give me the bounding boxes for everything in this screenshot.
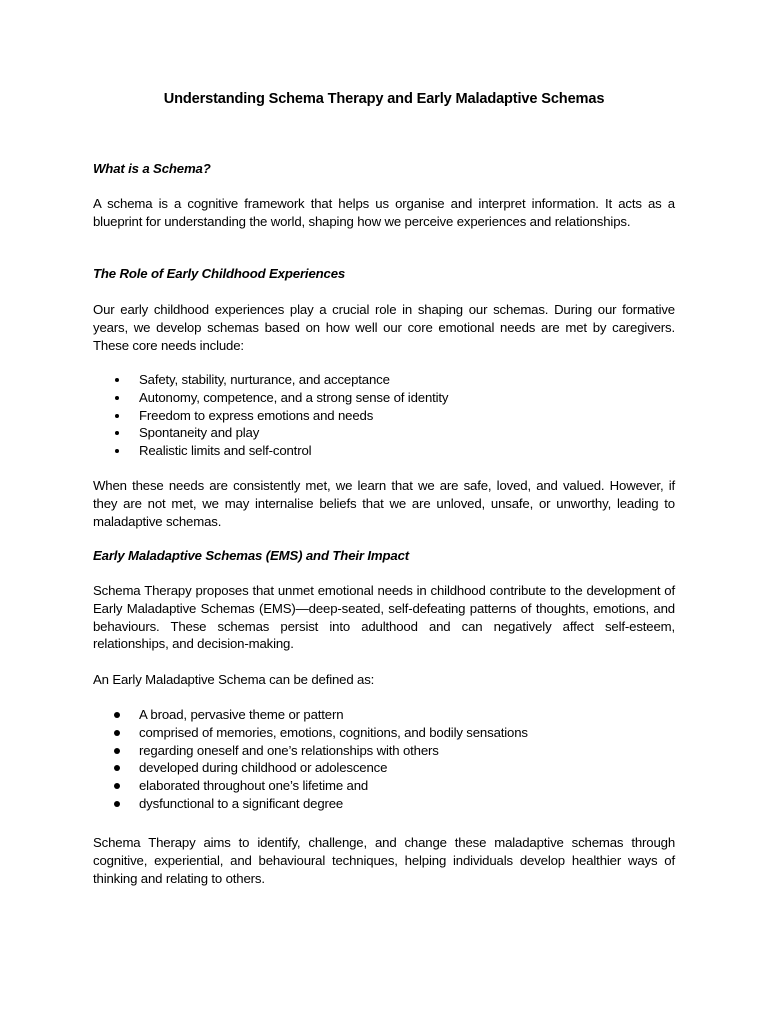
bullet-icon [114, 765, 120, 771]
heading-role-of-childhood: The Role of Early Childhood Experiences [93, 266, 346, 281]
list-item: developed during childhood or adolescence [93, 759, 675, 777]
bullet-icon [115, 396, 119, 400]
paragraph-needs-met: When these needs are consistently met, we learn that we are safe, loved, and valued. However, if they are not met, we may internalise beliefs that we are unloved, unsafe, or unworthy, leading to maladaptive schemas. [93, 478, 675, 529]
bullet-icon [114, 801, 120, 807]
list-item: comprised of memories, emotions, cognitions, and bodily sensations [93, 724, 675, 742]
ems-definition-list [93, 706, 675, 813]
paragraph-childhood-experiences: Our early childhood experiences play a crucial role in shaping our schemas. During our formative years, we develop schemas based on how well our core emotional needs are met by caregivers. These core needs include: [93, 302, 675, 353]
paragraph-schema-therapy-aims: Schema Therapy aims to identify, challenge, and change these maladaptive schemas through cognitive, experiential, and behavioural techniques, helping individuals develop healthier ways of thinking and relating to others. [93, 835, 675, 886]
paragraph-schema-therapy-proposes: Schema Therapy proposes that unmet emotional needs in childhood contribute to the development of Early Maladaptive Schemas (EMS)—deep-seated, self-defeating patterns of thoughts, emotions, and behaviours. These schemas persist into adulthood and can negatively affect self-esteem, relationships, and decision-making. [93, 583, 675, 652]
bullet-icon [115, 414, 119, 418]
core-needs-list [93, 371, 675, 460]
list-item: Safety, stability, nurturance, and acceptance [93, 371, 675, 389]
heading-what-is-a-schema: What is a Schema? [93, 161, 211, 176]
list-item: A broad, pervasive theme or pattern [93, 706, 675, 724]
list-item: regarding oneself and one’s relationships with others [93, 742, 675, 760]
list-item: dysfunctional to a significant degree [93, 795, 675, 813]
paragraph-schema-definition: A schema is a cognitive framework that helps us organise and interpret information. It acts as a blueprint for understanding the world, shaping how we perceive experiences and relationships. [93, 196, 675, 229]
list-item: Autonomy, competence, and a strong sense of identity [93, 389, 675, 407]
bullet-icon [115, 449, 119, 453]
list-item: Freedom to express emotions and needs [93, 407, 675, 425]
bullet-icon [115, 431, 119, 435]
bullet-icon [114, 730, 120, 736]
heading-ems-impact: Early Maladaptive Schemas (EMS) and Their Impact [93, 548, 409, 563]
paragraph-ems-definition-intro: An Early Maladaptive Schema can be defined as: [93, 672, 375, 687]
bullet-icon [115, 378, 119, 382]
list-item: Spontaneity and play [93, 424, 675, 442]
list-item: elaborated throughout one’s lifetime and [93, 777, 675, 795]
bullet-icon [114, 783, 120, 789]
bullet-icon [114, 712, 120, 718]
list-item: Realistic limits and self-control [93, 442, 675, 460]
document-title: Understanding Schema Therapy and Early Maladaptive Schemas [163, 91, 605, 107]
bullet-icon [114, 748, 120, 754]
